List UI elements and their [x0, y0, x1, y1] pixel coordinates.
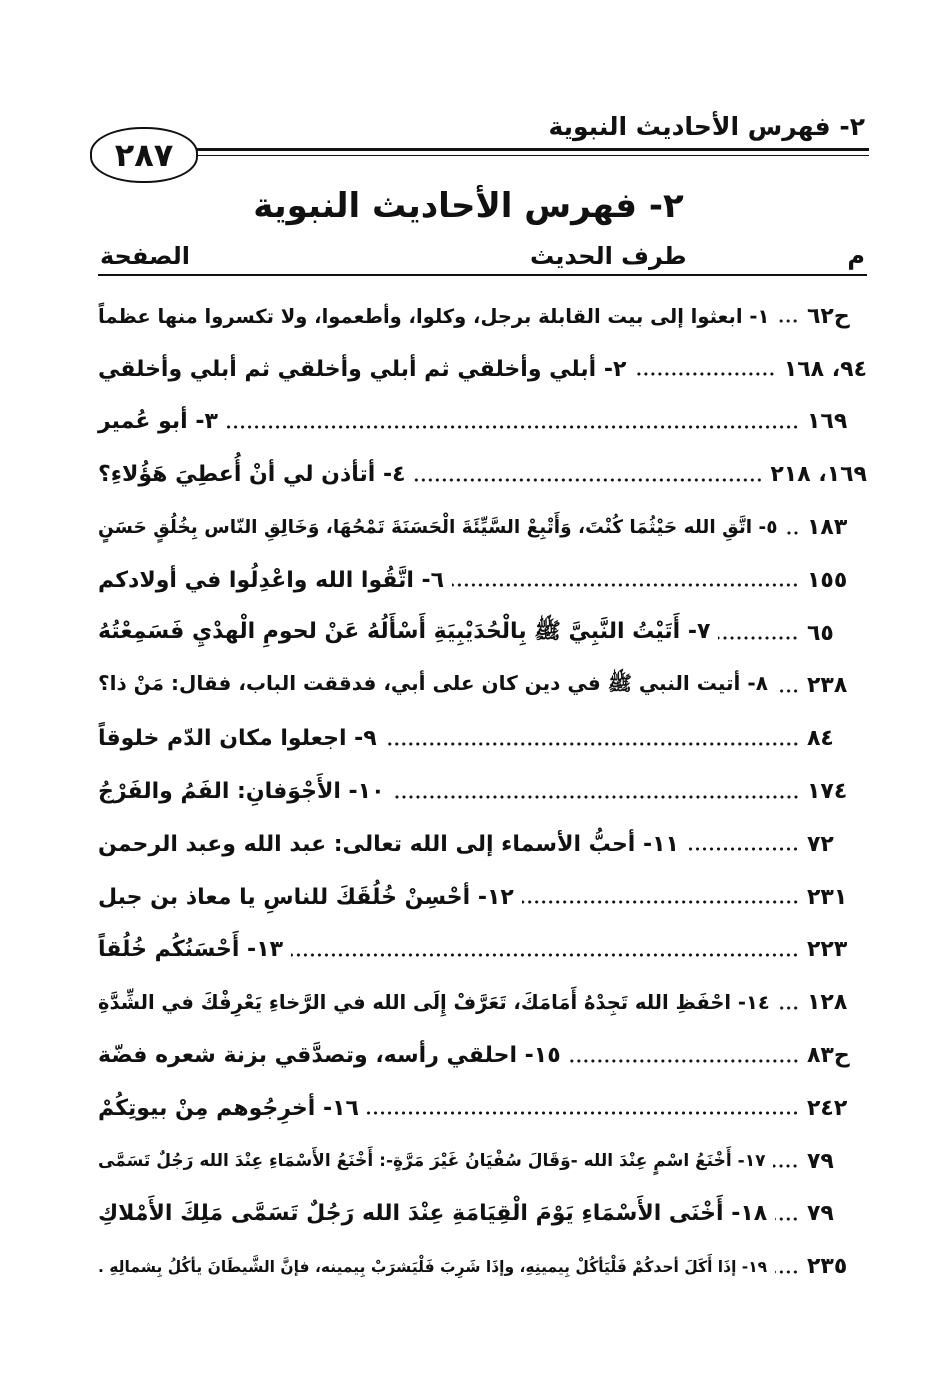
entry-text: ١٤- احْفَظِ الله تَجِدْهُ أَمَامَكَ، تَعَرَّفْ إِلَى الله في الرَّخاءِ يَعْرِفْكَ في الشِّدَّةِ [98, 991, 770, 1015]
index-entry [98, 396, 867, 449]
dot-leader [778, 1006, 799, 1010]
entry-text: ١٥- احلقي رأسه، وتصدَّقي بزنة شعره فضّة [98, 1043, 561, 1069]
dot-leader [385, 742, 799, 746]
column-header-number: م [847, 242, 865, 270]
dot-leader [414, 478, 763, 482]
index-entry [98, 607, 867, 660]
entry-text: ٨- أتيت النبي ﷺ في دين كان على أبي، فدققت الباب، فقال: مَنْ ذا؟ [98, 671, 768, 696]
entry-text: ١٦- أخرِجُوهم مِنْ بيوتِكُمْ [98, 1095, 359, 1121]
dot-leader [569, 1059, 799, 1063]
entry-page: ٢٣٥ [807, 1254, 848, 1280]
dot-leader [773, 1164, 799, 1168]
entry-page: ٦٥ [807, 620, 834, 646]
column-header-page: الصفحة [100, 242, 191, 270]
index-entry [98, 1135, 867, 1188]
entry-page: ٨٤ [807, 726, 834, 752]
page-number: ٢٨٧ [114, 136, 174, 174]
entry-page: ١٨٣ [807, 515, 848, 541]
entry-text: ١٧- أَخْنَعُ اسْمٍ عِنْدَ الله -وَقَالَ سُفْيَانُ غَيْرَ مَرَّةٍ-: أَخْنَعُ الأَسْمَاءِ عِنْدَ الله رَجُلٌ تَسَمَّى [98, 1151, 766, 1172]
entry-text: ١٢- أحْسِنْ خُلُقَكَ للناسِ يا معاذ بن جبل [98, 884, 514, 910]
entry-text: ٦- اتَّقُوا الله واعْدِلُوا في أولادكم [98, 567, 445, 593]
entry-text: ١٨- أَخْنَى الأَسْمَاءِ يَوْمَ الْقِيَامَةِ عِنْدَ الله رَجُلٌ تَسَمَّى مَلِكَ الأَمْلاكِ [98, 1201, 768, 1227]
dot-leader [226, 425, 799, 429]
index-list [98, 290, 867, 1293]
entry-text: ٧- أَتَيْتُ النَّبِيَّ ﷺ بِالْحُدَيْبِيَةِ أَسْأَلُهُ عَنْ لحومِ الْهدْيِ فَسَمِعْتُهُ [98, 619, 711, 645]
header-rule-thin [180, 155, 869, 156]
entry-text: ٩- اجعلوا مكان الدّم خلوقاً [98, 726, 377, 752]
index-entry [98, 290, 867, 343]
page-title: ٢- فهرس الأحاديث النبوية [253, 186, 684, 226]
entry-page: ٩٤، ١٦٨ [783, 356, 867, 382]
entry-page: ١٥٥ [807, 567, 848, 593]
index-entry [98, 924, 867, 977]
entry-text: ٥- اتَّقِ الله حَيْثُمَا كُنْتَ، وَأَتْبِعْ السَّيِّئَةَ الْحَسَنَةَ تَمْحُهَا، وَخَالِقِ النّاس بِخُلُقٍ حَسَنٍ [98, 517, 778, 539]
dot-leader [393, 795, 799, 799]
entry-page: ١٢٨ [807, 990, 848, 1016]
dot-leader [687, 847, 799, 851]
index-entry [98, 818, 867, 871]
entry-page: ٧٢ [807, 831, 834, 857]
entry-text: ١٠- الأَجْوَفانِ: الفَمُ والفَرْجُ [98, 779, 385, 805]
dot-leader [718, 636, 799, 640]
index-entry [98, 1082, 867, 1135]
entry-page: ح٨٣ [807, 1043, 850, 1069]
entry-text: ٣- أبو عُمير [98, 409, 218, 435]
header-rule-thick [180, 148, 869, 151]
dot-leader [775, 1270, 799, 1274]
dot-leader [775, 1217, 799, 1221]
index-entry [98, 501, 867, 554]
index-entry [98, 976, 867, 1029]
dot-leader [634, 372, 775, 376]
dot-leader [777, 319, 799, 323]
dot-leader [291, 953, 799, 957]
running-header-title: ٢- فهرس الأحاديث النبوية [548, 112, 865, 141]
column-header-underline [98, 274, 867, 276]
entry-page: ٢٣٨ [807, 673, 848, 699]
index-entry [98, 712, 867, 765]
entry-page: ح٦٢ [807, 303, 850, 329]
entry-page: ٧٩ [807, 1201, 834, 1227]
entry-page: ٢٤٢ [807, 1095, 848, 1121]
entry-text: ١٣- أَحْسَنُكُم خُلُقاً [98, 937, 284, 963]
index-entry [98, 343, 867, 396]
index-entry [98, 1240, 867, 1293]
entry-text: ٤- أتأذن لي أنْ أُعطِيَ هَؤُلاءِ؟ [98, 462, 406, 488]
index-entry [98, 660, 867, 713]
dot-leader [452, 583, 799, 587]
entry-page: ٧٩ [807, 1148, 834, 1174]
dot-leader [522, 900, 799, 904]
entry-page: ١٦٩، ٢١٨ [770, 462, 867, 488]
dot-leader [367, 1111, 799, 1115]
entry-text: ١- ابعثوا إلى بيت القابلة برجل، وكلوا، وأطعموا، ولا تكسروا منها عظماً [98, 304, 770, 328]
index-entry [98, 871, 867, 924]
index-entry [98, 765, 867, 818]
index-entry [98, 1029, 867, 1082]
index-entry [98, 554, 867, 607]
index-entry [98, 1188, 867, 1241]
entry-page: ٢٣١ [807, 884, 848, 910]
entry-text: ٢- أبلي وأخلقي ثم أبلي وأخلقي ثم أبلي وأخلقي [98, 356, 627, 382]
dot-leader [776, 689, 799, 693]
column-header-hadith: طرف الحديث [530, 242, 687, 270]
index-entry [98, 448, 867, 501]
dot-leader [786, 531, 799, 535]
entry-text: ١٩- إذَا أَكَلَ أحدكُمْ فَلْيَأكُلْ بِيمينِهِ، وإذَا شَرِبَ فَلْيَشرَبْ بِيمينه، فإنَّ الشَّيطَانَ يأكُلُ بِشمالِهِ . [98, 1257, 768, 1276]
page-number-oval [90, 127, 198, 183]
entry-page: ٢٢٣ [807, 937, 848, 963]
entry-page: ١٧٤ [807, 779, 848, 805]
entry-page: ١٦٩ [807, 409, 848, 435]
entry-text: ١١- أحبُّ الأسماء إلى الله تعالى: عبد الله وعبد الرحمن [98, 831, 679, 857]
